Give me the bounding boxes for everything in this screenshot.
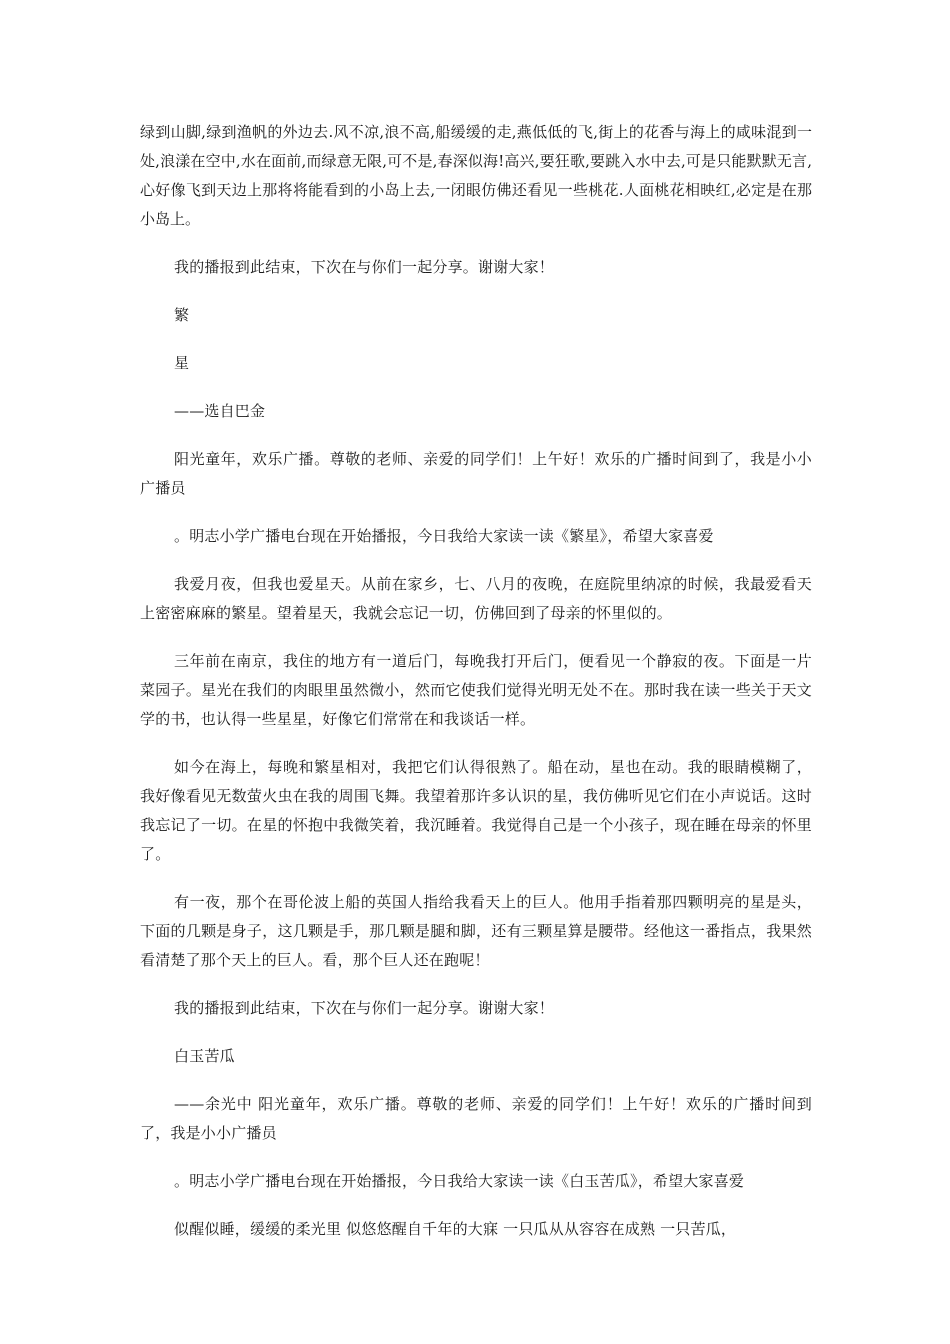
paragraph-closing-1: 我的播报到此结束，下次在与你们一起分享。谢谢大家！ [174, 258, 555, 276]
paragraph-intro-fanxing: 。明志小学广播电台现在开始播报，今日我给大家读一读《繁星》，希望大家喜爱 [174, 527, 714, 545]
paragraph-fanxing-3: 如今在海上，每晚和繁星相对，我把它们认得很熟了。船在动，星也在动。我的眼睛模糊了，我好像看见无数萤火虫在我的周围飞舞。我望着那许多认识的星，我仿佛听见它们在小声说话。这时我忘记了一切。在星的怀抱中我微笑着，我沉睡着。我觉得自己是一个小孩子，现在睡在母亲的怀里了。 [140, 758, 812, 863]
paragraph-intro-kugua: 。明志小学广播电台现在开始播报，今日我给大家读一读《白玉苦瓜》，希望大家喜爱 [174, 1172, 745, 1190]
paragraph-greeting-2: ——余光中 阳光童年，欢乐广播。尊敬的老师、亲爱的同学们！上午好！欢乐的广播时间到了，我是小小广播员 [140, 1095, 812, 1142]
paragraph-kugua-poem: 似醒似睡，缓缓的柔光里 似悠悠醒自千年的大寐 一只瓜从从容容在成熟 一只苦瓜， [174, 1220, 737, 1238]
paragraph-fanxing-1: 我爱月夜，但我也爱星天。从前在家乡，七、八月的夜晚，在庭院里纳凉的时候，我最爱看天上密密麻麻的繁星。望着星天，我就会忘记一切，仿佛回到了母亲的怀里似的。 [140, 575, 812, 622]
source-bajin: ——选自巴金 [174, 402, 266, 420]
title-baiyu-kugua: 白玉苦瓜 [174, 1047, 235, 1065]
paragraph-fanxing-2: 三年前在南京，我住的地方有一道后门，每晚我打开后门，便看见一个静寂的夜。下面是一片菜园子。星光在我们的肉眼里虽然微小，然而它使我们觉得光明无处不在。那时我在读一些关于天文学的书，也认得一些星星，好像它们常常在和我谈话一样。 [140, 652, 812, 728]
paragraph-spring-sea: 绿到山脚,绿到渔帆的外边去.风不凉,浪不高,船缓缓的走,燕低低的飞,街上的花香与海上的咸味混到一处,浪漾在空中,水在面前,而绿意无限,可不是,春深似海!高兴,要狂歌,要跳入水中去,可是只能默默无言,心好像飞到天边上那将将能看到的小岛上去,一闭眼仿佛还看见一些桃花.人面桃花相映红,必定是在那小岛上。 [140, 123, 812, 228]
paragraph-closing-2: 我的播报到此结束，下次在与你们一起分享。谢谢大家！ [174, 999, 555, 1017]
paragraph-fanxing-4: 有一夜，那个在哥伦波上船的英国人指给我看天上的巨人。他用手指着那四颗明亮的星是头，下面的几颗是身子，这几颗是手，那几颗是腿和脚，还有三颗星算是腰带。经他这一番指点，我果然看清楚了那个天上的巨人。看，那个巨人还在跑呢！ [140, 893, 812, 969]
paragraph-greeting-1: 阳光童年，欢乐广播。尊敬的老师、亲爱的同学们！上午好！欢乐的广播时间到了，我是小小广播员 [140, 450, 812, 497]
title-xing: 星 [174, 354, 190, 372]
title-fan: 繁 [174, 306, 190, 324]
document-body [140, 118, 812, 1244]
